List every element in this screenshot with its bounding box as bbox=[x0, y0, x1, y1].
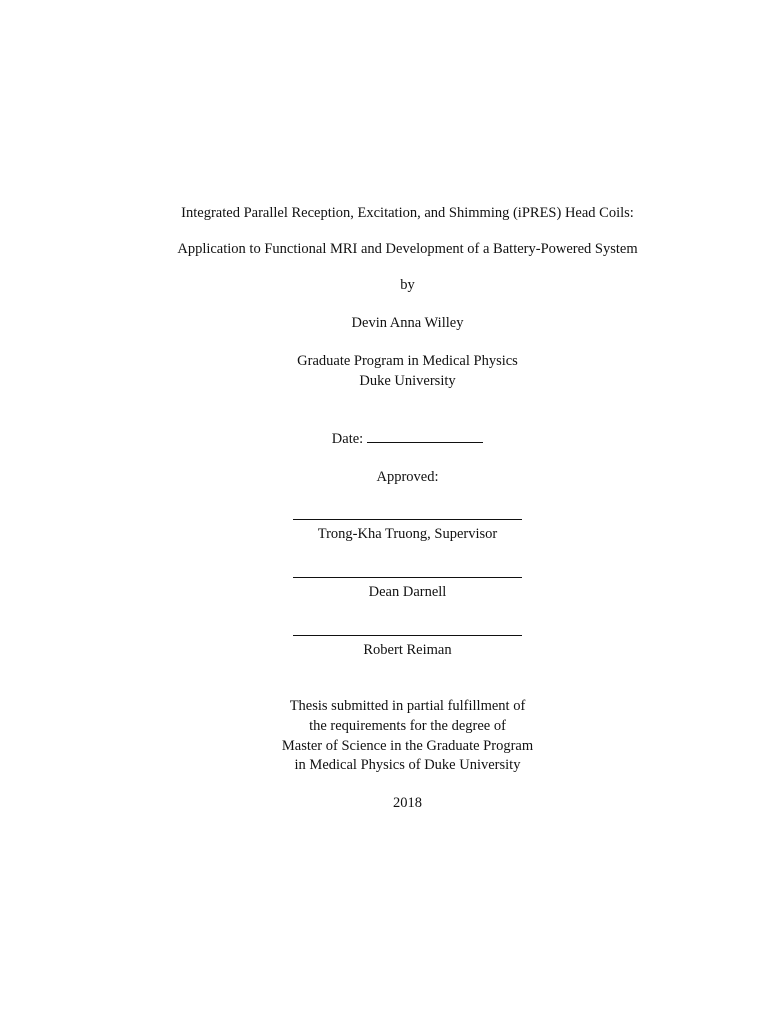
university-name: Duke University bbox=[359, 373, 456, 389]
committee-member-2: Dean Darnell bbox=[368, 584, 447, 600]
date-label: Date: bbox=[331, 431, 364, 447]
thesis-title-line-2: Application to Functional MRI and Development of a Battery-Powered System bbox=[177, 241, 638, 257]
committee-member-1: Trong-Kha Truong, Supervisor bbox=[317, 526, 498, 542]
statement-line-4: in Medical Physics of Duke University bbox=[294, 757, 521, 773]
statement-line-3: Master of Science in the Graduate Program bbox=[281, 738, 534, 754]
statement-line-2: the requirements for the degree of bbox=[309, 718, 506, 734]
by-label: by bbox=[400, 277, 415, 293]
year: 2018 bbox=[393, 795, 422, 811]
graduate-program: Graduate Program in Medical Physics bbox=[297, 353, 518, 369]
date-blank-line bbox=[367, 428, 483, 443]
date-row bbox=[0, 428, 770, 448]
author-name: Devin Anna Willey bbox=[351, 315, 464, 331]
approved-label: Approved: bbox=[376, 469, 439, 485]
signature-line-1 bbox=[293, 519, 522, 520]
committee-member-3: Robert Reiman bbox=[363, 642, 452, 658]
signature-line-2 bbox=[293, 577, 522, 578]
statement-line-1: Thesis submitted in partial fulfillment of bbox=[289, 698, 526, 714]
signature-line-3 bbox=[293, 635, 522, 636]
thesis-title-line-1: Integrated Parallel Reception, Excitation, and Shimming (iPRES) Head Coils: bbox=[181, 205, 634, 221]
